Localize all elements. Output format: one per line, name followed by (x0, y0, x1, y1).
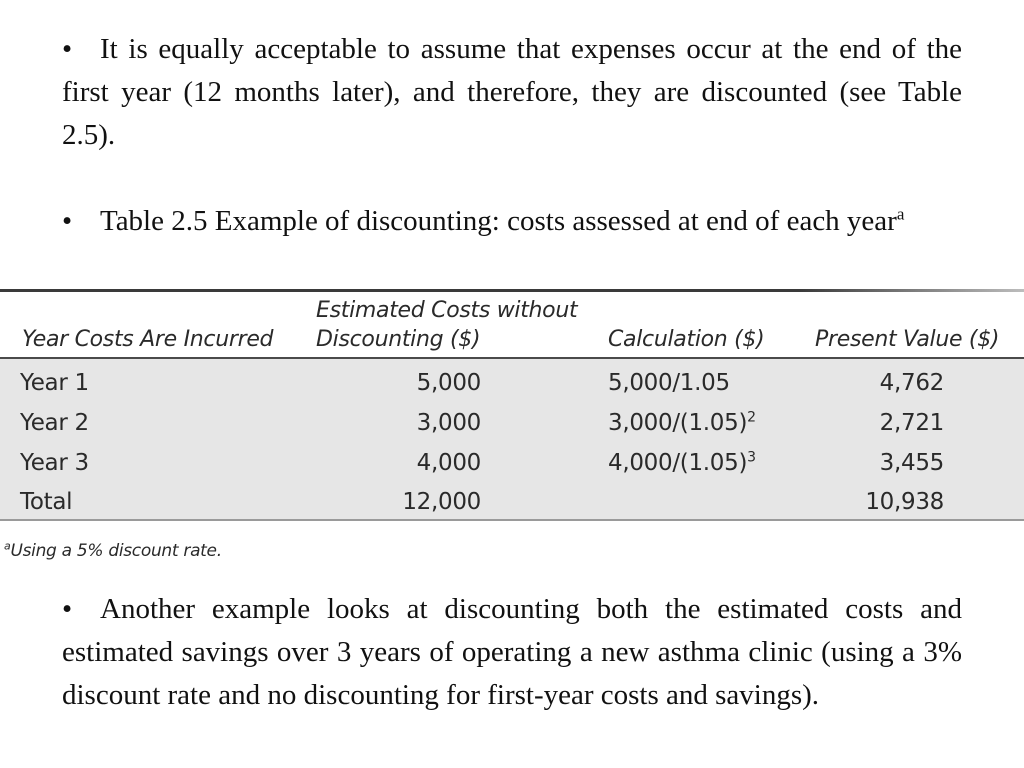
cell-estimated-cost: 4,000 (416, 450, 481, 476)
header-estimated-costs-line1: Estimated Costs without (316, 298, 578, 323)
table-row (0, 443, 1024, 483)
header-estimated-costs-line2: Discounting ($) (316, 327, 481, 352)
cell-year: Year 3 (20, 450, 89, 476)
footnote-text: Using a 5% discount rate. (10, 541, 222, 561)
table-bottom-rule (0, 519, 1024, 521)
cell-present-value: 2,721 (879, 410, 944, 436)
table-footnote (4, 541, 222, 561)
footnote-marker: a (4, 539, 11, 553)
table-caption-footnote-marker: a (896, 204, 905, 224)
calc-exponent: 2 (747, 409, 756, 426)
calc-exponent: 3 (747, 449, 756, 466)
cell-estimated-cost: 5,000 (416, 370, 481, 396)
bullet-paragraph-asthma-clinic-example (62, 588, 962, 717)
cell-year: Total (20, 489, 73, 515)
header-present-value: Present Value ($) (815, 327, 1000, 352)
bullet-paragraph-table-caption (62, 200, 962, 243)
cell-year: Year 1 (20, 370, 89, 396)
bullet-marker: • (62, 593, 73, 625)
bullet-marker: • (62, 205, 73, 237)
bullet-text: Another example looks at discounting both the estimated costs and estimated savings over 3 years of operating a new asthma clinic (using a 3% discount rate and no discounting for first-year costs and savings). (62, 593, 962, 711)
cell-calculation (608, 443, 756, 483)
table-caption-text: Table 2.5 Example of discounting: costs assessed at end of each year (100, 205, 897, 237)
cell-calculation (608, 363, 730, 403)
cell-present-value: 4,762 (879, 370, 944, 396)
table-top-rule (0, 289, 1024, 292)
cell-present-value: 10,938 (865, 489, 944, 515)
cell-calculation (608, 403, 756, 443)
cell-present-value: 3,455 (879, 450, 944, 476)
header-calculation: Calculation ($) (608, 327, 765, 352)
table-row-total (0, 482, 1024, 522)
calc-base: 4,000/(1.05) (608, 450, 748, 476)
calc-base: 3,000/(1.05) (608, 410, 748, 436)
calc-base: 5,000/1.05 (608, 370, 730, 396)
table-row (0, 363, 1024, 403)
header-year-costs-incurred: Year Costs Are Incurred (22, 327, 274, 352)
cell-estimated-cost: 12,000 (402, 489, 481, 515)
cell-estimated-cost: 3,000 (416, 410, 481, 436)
bullet-paragraph-expenses-end-of-year (62, 28, 962, 157)
bullet-text: It is equally acceptable to assume that expenses occur at the end of the first year (12 months later), and therefore, they are discounted (see Table 2.5). (62, 33, 962, 151)
cell-year: Year 2 (20, 410, 89, 436)
bullet-marker: • (62, 33, 73, 65)
table-row (0, 403, 1024, 443)
discounting-table-figure (0, 289, 1024, 569)
